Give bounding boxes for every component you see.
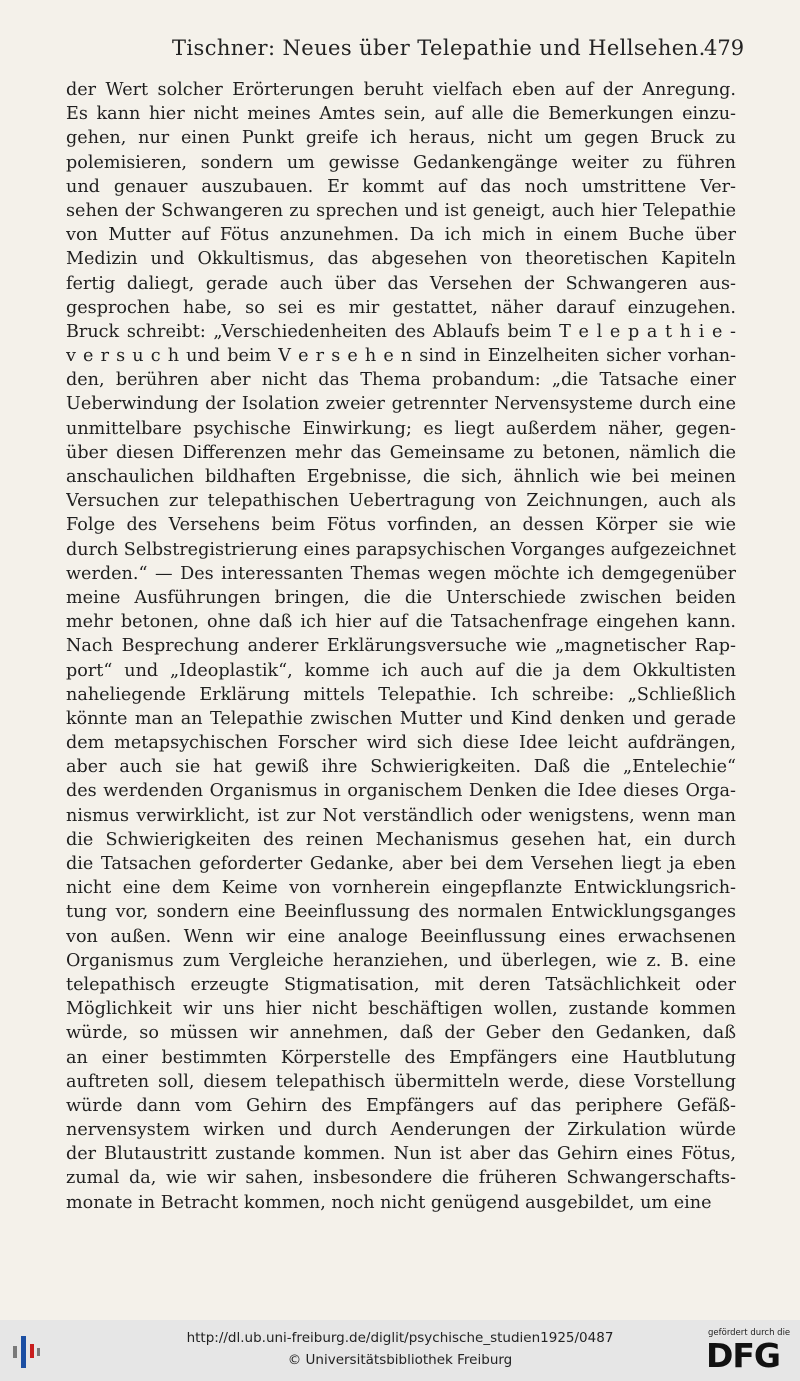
dfg-tagline: gefördert durch die [708, 1328, 791, 1338]
text-line: telepathisch erzeugte Stigmatisation, mit deren Tatsächlichkeit oder [66, 974, 736, 995]
text-line: Es kann hier nicht meines Amtes sein, auf alle die Bemerkungen einzu- [66, 104, 736, 125]
viewer-footer [0, 1320, 800, 1381]
text-line: Medizin und Okkultismus, das abgesehen von theoretischen Kapiteln [66, 249, 736, 270]
text-line: zumal da, wie wir sahen, insbesondere die früheren Schwangerschafts- [66, 1168, 736, 1189]
text-line: Ueberwindung der Isolation zweier getrennter Nervensysteme durch eine [66, 394, 736, 415]
text-line: die Tatsachen geforderter Gedanke, aber bei dem Versehen liegt ja eben [66, 854, 736, 874]
text-line: würde, so müssen wir annehmen, daß der Geber den Gedanken, daß [66, 1023, 736, 1044]
text-line: fertig daliegt, gerade auch über das Versehen der Schwangeren aus- [66, 273, 736, 294]
running-title: Tischner: Neues über Telepathie und Hellsehen. [172, 36, 706, 60]
text-line: der Wert solcher Erörterungen beruht vielfach eben auf der Anregung. [66, 80, 736, 100]
text-line: Nach Besprechung anderer Erklärungsversuche wie „magnetischer Rap- [66, 636, 736, 657]
text-line: durch Selbstregistrierung eines parapsychischen Vorganges aufgezeichnet [66, 539, 736, 560]
text-line: werden.“ — Des interessanten Themas wegen möchte ich demgegenüber [66, 563, 736, 584]
text-line: könnte man an Telepathie zwischen Mutter und Kind denken und gerade [66, 708, 736, 729]
page-header [0, 36, 800, 70]
text-line: unmittelbare psychische Einwirkung; es liegt außerdem näher, gegen- [66, 418, 736, 439]
document-url[interactable]: http://dl.ub.uni-freiburg.de/diglit/psychische_studien1925/0487 [186, 1330, 614, 1346]
text-line: der Blutaustritt zustande kommen. Nun ist aber das Gehirn eines Fötus, [66, 1144, 736, 1165]
text-line: nervensystem wirken und durch Aenderungen der Zirkulation würde [66, 1120, 736, 1141]
text-line: port“ und „Ideoplastik“, komme ich auch auf die ja dem Okkultisten [66, 660, 736, 681]
text-line: Bruck schreibt: „Verschiedenheiten des Ablaufs beim T e l e p a t h i e - [66, 321, 736, 342]
text-line: nicht eine dem Keime von vornherein eingepflanzte Entwicklungsrich- [66, 878, 736, 899]
text-line: an einer bestimmten Körperstelle des Empfängers eine Hautblutung [66, 1047, 736, 1068]
text-line: dem metapsychischen Forscher wird sich diese Idee leicht aufdrängen, [66, 733, 736, 754]
text-line: mehr betonen, ohne daß ich hier auf die Tatsachenfrage eingehen kann. [66, 612, 736, 633]
text-line: Folge des Versehens beim Fötus vorfinden, an dessen Körper sie wie [66, 515, 736, 536]
text-line: über diesen Differenzen mehr das Gemeinsame zu betonen, nämlich die [66, 442, 736, 463]
page-number: 479 [704, 36, 745, 60]
text-line: Organismus zum Vergleiche heranziehen, und überlegen, wie z. B. eine [66, 950, 736, 971]
text-line: Möglichkeit wir uns hier nicht beschäftigen wollen, zustande kommen [66, 999, 736, 1020]
text-line: den, berühren aber nicht das Thema probandum: „die Tatsache einer [66, 370, 736, 391]
text-line: würde dann vom Gehirn des Empfängers auf das periphere Gefäß- [66, 1095, 736, 1116]
body-text [66, 78, 736, 1215]
text-line: nismus verwirklicht, ist zur Not verständlich oder wenigstens, wenn man [66, 805, 736, 826]
text-line: Versuchen zur telepathischen Uebertragung von Zeichnungen, auch als [66, 491, 736, 512]
text-line: gesprochen habe, so sei es mir gestattet, näher darauf einzugehen. [66, 297, 736, 318]
text-line: aber auch sie hat gewiß ihre Schwierigkeiten. Daß die „Entelechie“ [66, 757, 736, 778]
text-line: v e r s u c h und beim V e r s e h e n sind in Einzelheiten sicher vorhan- [66, 346, 736, 367]
text-line: tung vor, sondern eine Beeinflussung des normalen Entwicklungsganges [66, 902, 736, 923]
text-line: die Schwierigkeiten des reinen Mechanismus gesehen hat, ein durch [66, 829, 736, 850]
text-line: und genauer auszubauen. Er kommt auf das noch umstrittene Ver- [66, 176, 736, 197]
text-line: auftreten soll, diesem telepathisch übermitteln werde, diese Vorstellung [66, 1071, 736, 1092]
copyright-notice: © Universitätsbibliothek Freiburg [287, 1352, 513, 1368]
text-line: polemisieren, sondern um gewisse Gedankengänge weiter zu führen [66, 152, 736, 173]
text-line: sehen der Schwangeren zu sprechen und ist geneigt, auch hier Telepathie [66, 200, 736, 221]
text-line: naheliegende Erklärung mittels Telepathie. Ich schreibe: „Schließlich [66, 684, 736, 705]
text-line: von außen. Wenn wir eine analoge Beeinflussung eines erwachsenen [66, 926, 736, 947]
text-line: meine Ausführungen bringen, die die Unterschiede zwischen beiden [66, 587, 736, 608]
text-line: des werdenden Organismus in organischem Denken die Idee dieses Orga- [66, 781, 736, 802]
dfg-logo[interactable]: DFG [706, 1336, 781, 1375]
text-line: gehen, nur einen Punkt greife ich heraus, nicht um gegen Bruck zu [66, 128, 736, 149]
text-line: von Mutter auf Fötus anzunehmen. Da ich mich in einem Buche über [66, 225, 736, 246]
text-line: anschaulichen bildhaften Ergebnisse, die sich, ähnlich wie bei meinen [66, 467, 736, 487]
text-line: monate in Betracht kommen, noch nicht genügend ausgebildet, um eine [66, 1192, 712, 1213]
